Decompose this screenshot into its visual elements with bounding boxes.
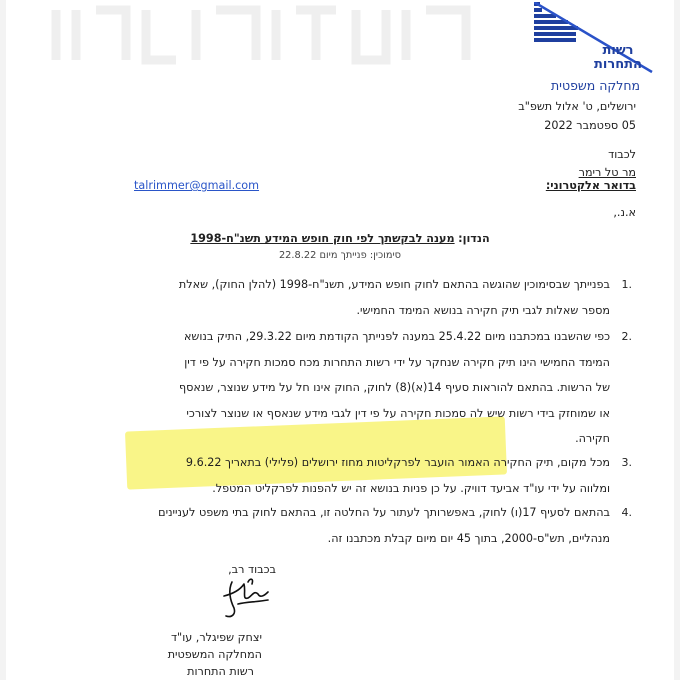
reference-line: סימוכין: פנייתך מיום 22.8.22 <box>278 250 402 261</box>
paragraph-line: מנהליים, תש"ס-2000, בתוך 45 יום מיום קבלת מכתבנו זה. <box>327 531 610 545</box>
paragraph-number: 3. <box>621 456 632 469</box>
subject-label: הנדון: <box>458 232 490 245</box>
paragraph-line: מכל מקום, תיק החקירה האמור הועבר לפרקליטות מחוז ירושלים (פלילי) בתאריך 9.6.22 <box>185 456 610 469</box>
signatory-name: יצחק שפיגלר, עו"ד <box>170 631 262 644</box>
logo-org-name: רשות התחרות <box>594 43 642 72</box>
greeting: א.נ., <box>613 206 636 219</box>
signatory-department: המחלקה המשפטית <box>167 648 262 661</box>
recipient-name: מר טל רימר <box>578 166 636 179</box>
paragraph-line: מספר שאלות לגבי תיק חקירה בנושא המימד החמישי. <box>356 303 610 317</box>
closing: בכבוד רב, <box>228 563 276 576</box>
gregorian-date: 05 ספטמבר 2022 <box>544 119 636 132</box>
paragraph-2 <box>90 324 610 452</box>
email-link[interactable]: talrimmer@gmail.com <box>134 179 260 192</box>
subject-text: מענה לבקשתך לפי חוק חופש המידע תשנ"ח-1998 <box>190 232 455 245</box>
paragraph-4 <box>90 500 610 551</box>
honorific: לכבוד <box>608 148 636 161</box>
letter-page <box>6 0 674 680</box>
paragraph-1 <box>90 272 610 323</box>
paragraph-line: ומלווה על ידי עו"ד אביעד דוויק. על כן פניות בנושא זה יש להפנות לפרקליט המטפל. <box>212 481 610 495</box>
paragraph-line: חקירה. <box>575 432 610 445</box>
handwritten-signature <box>218 574 274 620</box>
paragraph-line: בפנייתך שבסימוכין שהוגשה בהתאם לחוק חופש המידע, תשנ"ח-1998 (להלן החוק), שאלת <box>178 278 610 291</box>
paragraph-number: 2. <box>621 330 632 343</box>
email-label: בדואר אלקטרוני: <box>545 179 636 192</box>
paragraph-line: בהתאם לסעיף 17(ו) לחוק, באפשרותך לעתור על החלטה זו, בהתאם לחוק בתי משפט לעניינים <box>158 506 610 519</box>
paragraph-line: של הרשות. בהתאם להוראות סעיף 14(א)(8) לחוק, החוק אינו חל על מידע שנוצר, שנאסף <box>178 381 610 394</box>
paragraph-number: 4. <box>621 506 632 519</box>
department-name: מחלקה משפטית <box>550 78 640 93</box>
signatory-org: רשות התחרות <box>187 665 254 678</box>
paragraph-3 <box>90 450 610 501</box>
paragraph-line: או שמוחזק בידי רשות שיש לה סמכות חקירה על פי דין לגבי מידע שנאסף או שנוצר לצורכי <box>186 406 610 420</box>
subject-line <box>6 232 674 245</box>
paragraph-line: המימד החמישי הינו תיק חקירה שנחקר על ידי רשות התחרות מכח סמכות חקירה על פי דין <box>184 355 610 369</box>
paragraph-number: 1. <box>621 278 632 291</box>
watermark <box>46 0 486 70</box>
hebrew-date: ירושלים, ט' אלול תשפ"ב <box>518 100 636 113</box>
paragraph-line: כפי שהשבנו במכתבנו מיום 25.4.22 במענה לפנייתך הקודמת מיום 29.3.22, התיק בנושא <box>183 330 610 343</box>
